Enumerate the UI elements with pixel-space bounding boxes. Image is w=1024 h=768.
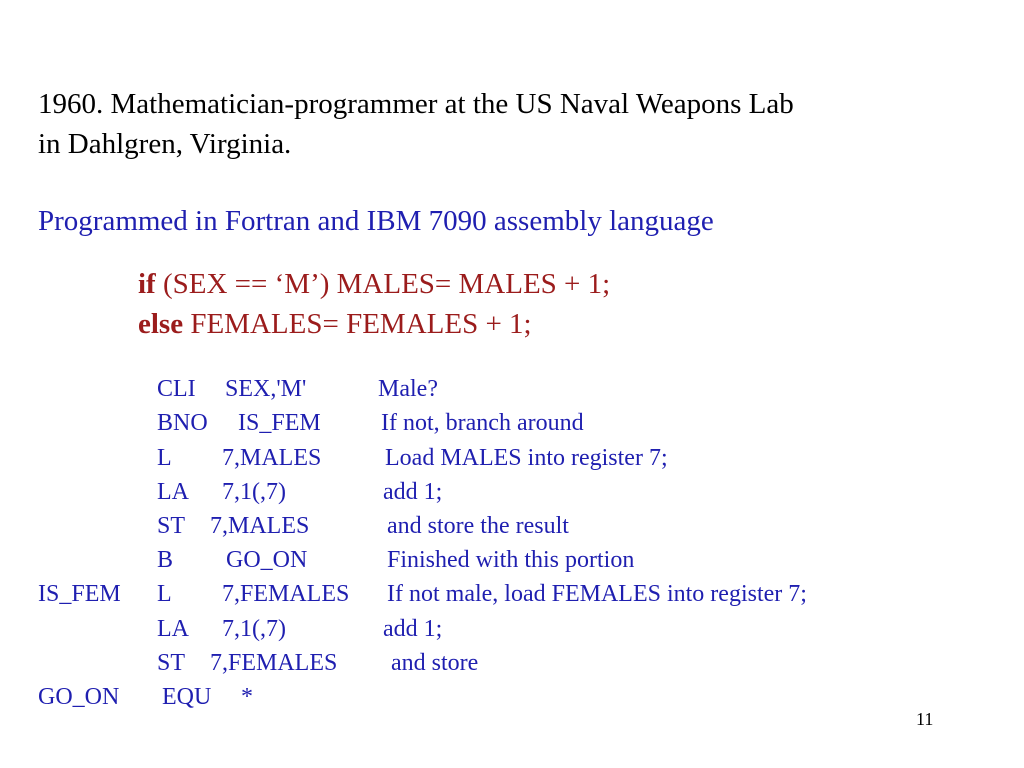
asm-op: BNO <box>157 410 208 436</box>
asm-op: CLI <box>157 376 196 402</box>
asm-comment: Load MALES into register 7; <box>385 445 668 471</box>
asm-line <box>0 685 1024 711</box>
asm-operand: 7,FEMALES <box>210 650 338 676</box>
asm-comment: Finished with this portion <box>387 547 635 573</box>
if-keyword: if <box>138 268 156 300</box>
asm-line <box>0 480 1024 506</box>
asm-comment: Male? <box>378 376 438 402</box>
asm-comment: If not, branch around <box>381 410 584 436</box>
asm-label: GO_ON <box>38 684 120 710</box>
asm-comment: and store the result <box>387 513 569 539</box>
if-body: (SEX == ‘M’) MALES= MALES + 1; <box>162 268 611 300</box>
asm-operand: * <box>241 684 253 710</box>
asm-operand: GO_ON <box>226 547 308 573</box>
language-heading: Programmed in Fortran and IBM 7090 assembly language <box>38 205 714 237</box>
asm-op: L <box>157 581 172 607</box>
asm-op: EQU <box>162 684 212 710</box>
asm-operand: 7,MALES <box>222 445 322 471</box>
intro-line-2: in Dahlgren, Virginia. <box>38 128 292 160</box>
asm-op: LA <box>157 616 189 642</box>
asm-line <box>0 582 1024 608</box>
asm-line <box>0 377 1024 403</box>
asm-operand: 7,MALES <box>210 513 310 539</box>
asm-line <box>0 446 1024 472</box>
asm-operand: 7,1(,7) <box>222 616 286 642</box>
asm-line <box>0 548 1024 574</box>
asm-operand: 7,1(,7) <box>222 479 286 505</box>
asm-op: ST <box>157 513 186 539</box>
asm-comment: add 1; <box>383 479 443 505</box>
asm-comment: and store <box>391 650 479 676</box>
intro-line-1: 1960. Mathematician-programmer at the US Naval Weapons Lab <box>38 88 794 120</box>
asm-op: LA <box>157 479 189 505</box>
asm-operand: SEX,'M' <box>225 376 307 402</box>
asm-line <box>0 411 1024 437</box>
asm-operand: IS_FEM <box>238 410 321 436</box>
asm-comment: add 1; <box>383 616 443 642</box>
asm-op: ST <box>157 650 186 676</box>
asm-op: L <box>157 445 172 471</box>
page-number: 11 <box>916 709 934 729</box>
asm-line <box>0 514 1024 540</box>
asm-comment: If not male, load FEMALES into register 7; <box>387 581 807 607</box>
asm-operand: 7,FEMALES <box>222 581 350 607</box>
else-keyword: else <box>138 308 184 340</box>
asm-op: B <box>157 547 174 573</box>
asm-line <box>0 617 1024 643</box>
else-statement <box>138 310 532 339</box>
if-statement <box>138 270 610 299</box>
asm-line <box>0 651 1024 677</box>
else-body: FEMALES= FEMALES + 1; <box>190 308 532 340</box>
asm-label: IS_FEM <box>38 581 121 607</box>
